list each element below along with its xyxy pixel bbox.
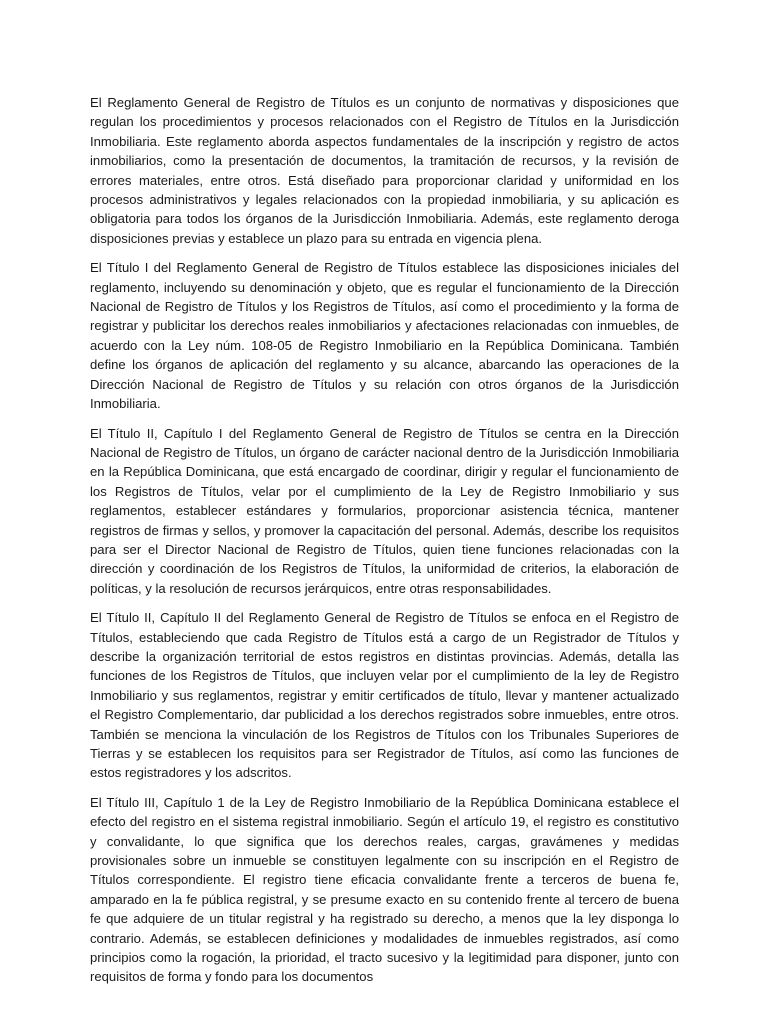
- paragraph-5: El Título III, Capítulo 1 de la Ley de Registro Inmobiliario de la República Dominicana establece el efecto del registro en el sistema registral inmobiliario. Según el artículo 19, el registro es constitutivo y convalidante, lo que significa que los derechos reales, cargas, gravámenes y medidas provisionales sobre un inmueble se constituyen legalmente con su inscripción en el Registro de Títulos correspondiente. El registro tiene eficacia convalidante frente a terceros de buena fe, amparado en la fe pública registral, y se presume exacto en su contenido frente al tercero de buena fe que adquiere de un titular registral y ha registrado su derecho, a menos que la ley disponga lo contrario. Además, se establecen definiciones y modalidades de inmuebles registrados, así como principios como la rogación, la prioridad, el tracto sucesivo y la legitimidad para disponer, junto con requisitos de forma y fondo para los documentos: [90, 794, 679, 985]
- paragraph-1: El Reglamento General de Registro de Títulos es un conjunto de normativas y disposiciones que regulan los procedimientos y procesos relacionados con el Registro de Títulos en la Jurisdicción Inmobiliaria. Este reglamento aborda aspectos fundamentales de la inscripción y registro de actos inmobiliarios, como la presentación de documentos, la tramitación de recursos, y la revisión de errores materiales, entre otros. Está diseñado para proporcionar claridad y uniformidad en los procesos administrativos y legales relacionados con la propiedad inmobiliaria, y su aplicación es obligatoria para todos los órganos de la Jurisdicción Inmobiliaria. Además, este reglamento deroga disposiciones previas y establece un plazo para su entrada en vigencia plena.: [90, 95, 679, 246]
- paragraph-4: El Título II, Capítulo II del Reglamento General de Registro de Títulos se enfoca en el Registro de Títulos, estableciendo que cada Registro de Títulos está a cargo de un Registrador de Títulos y describe la organización territorial de estos registros en distintas provincias. Además, detalla las funciones de los Registros de Títulos, que incluyen velar por el cumplimiento de la ley de Registro Inmobiliario y sus reglamentos, registrar y emitir certificados de título, llevar y mantener actualizado el Registro Complementario, dar publicidad a los derechos registrados sobre inmuebles, entre otros. También se menciona la vinculación de los Registros de Títulos con los Tribunales Superiores de Tierras y se establecen los requisitos para ser Registrador de Títulos, así como las funciones de estos registradores y los adscritos.: [90, 610, 679, 781]
- paragraph-3: El Título II, Capítulo I del Reglamento General de Registro de Títulos se centra en la Dirección Nacional de Registro de Títulos, un órgano de carácter nacional dentro de la Jurisdicción Inmobiliaria en la República Dominicana, que está encargado de coordinar, dirigir y regular el funcionamiento de los Registros de Títulos, velar por el cumplimiento de la Ley de Registro Inmobiliario y sus reglamentos, establecer estándares y formularios, proporcionar asistencia técnica, mantener registros de firmas y sellos, y promover la capacitación del personal. Además, describe los requisitos para ser el Director Nacional de Registro de Títulos, quien tiene funciones relacionadas con la dirección y coordinación de los Registros de Títulos, la uniformidad de criterios, la elaboración de políticas, y la resolución de recursos jerárquicos, entre otras responsabilidades.: [90, 425, 679, 596]
- document-body: [90, 93, 679, 997]
- paragraph-2: El Título I del Reglamento General de Registro de Títulos establece las disposiciones iniciales del reglamento, incluyendo su denominación y objeto, que es regular el funcionamiento de la Dirección Nacional de Registro de Títulos y los Registros de Títulos, así como el procedimiento y la forma de registrar y publicitar los derechos reales inmobiliarios y afectaciones relacionadas con inmuebles, de acuerdo con la Ley núm. 108-05 de Registro Inmobiliario en la República Dominicana. También define los órganos de aplicación del reglamento y su alcance, abarcando las operaciones de la Dirección Nacional de Registro de Títulos y su relación con otros órganos de la Jurisdicción Inmobiliaria.: [90, 260, 679, 412]
